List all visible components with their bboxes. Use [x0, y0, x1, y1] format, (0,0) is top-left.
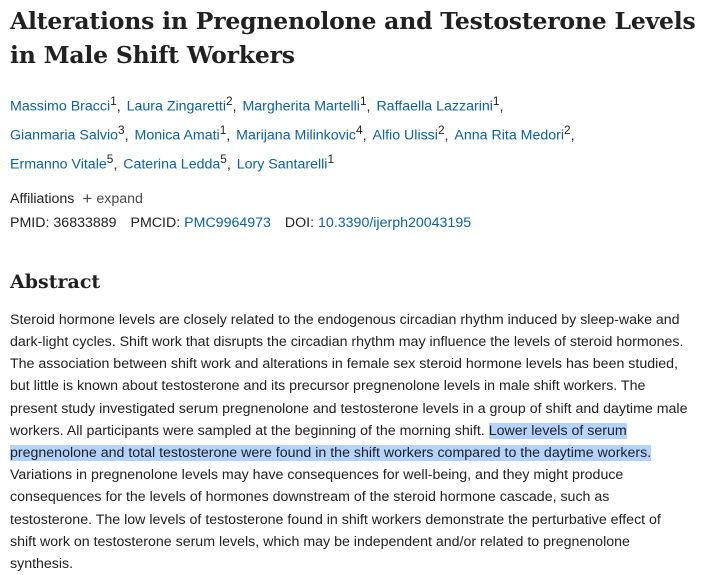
affiliation-number[interactable]: 2 — [225, 94, 233, 108]
author-separator: , — [113, 157, 122, 174]
affiliation-number[interactable]: 1 — [327, 152, 335, 167]
doi-label: DOI: — [284, 214, 315, 231]
author-link[interactable]: Margherita Martelli — [242, 98, 360, 115]
author-separator: , — [232, 98, 241, 115]
author-separator: , — [226, 127, 235, 144]
affiliation-number[interactable]: 1 — [110, 94, 117, 108]
abstract-text-after: Variations in pregnenolone levels may have consequences for well-being, and they might produce consequences for the levels of hormones downstream of the steroid hormone cascade, such as testosterone. The low levels of testosterone found in shift workers demonstrate the perturbative effect of shift work on testosterone serum levels, which may be independent and/or related to pregnenolone synthesis. — [10, 467, 661, 572]
abstract-text — [10, 309, 688, 575]
pmid-label: PMID: — [10, 214, 50, 231]
abstract-text-before: Steroid hormone levels are closely related to the endogenous circadian rhythm induced by sleep-wake and dark-light cycles. Shift work that disrupts the circadian rhythm may influence the levels of steroid hormones. The association between shift work and alterations in female sex steroid hormone levels has been studied, but little is known about testosterone and its precursor pregnenolone levels in male shift workers. The present study investigated serum pregnenolone and testosterone levels in a group of shift and daytime male workers. All participants were sampled at the beginning of the morning shift. — [10, 311, 688, 439]
author-link[interactable]: Massimo Bracci — [10, 98, 111, 115]
author-link[interactable]: Laura Zingaretti — [126, 98, 226, 115]
abstract-heading: Abstract — [10, 270, 101, 293]
pmid-value: 36833889 — [53, 214, 117, 231]
affiliations-label: Affiliations — [10, 190, 75, 207]
author-link[interactable]: Ermanno Vitale — [10, 157, 107, 174]
author-link[interactable]: Anna Rita Medori — [454, 127, 565, 144]
author-separator: , — [116, 98, 125, 115]
affiliation-number[interactable]: 3 — [118, 123, 125, 138]
affiliation-number[interactable]: 2 — [564, 123, 571, 138]
affiliation-number[interactable]: 2 — [437, 123, 445, 138]
affiliations-row — [10, 188, 700, 210]
author-separator: , — [499, 98, 504, 115]
author-link[interactable]: Lory Santarelli — [236, 157, 328, 174]
author-separator: , — [570, 127, 575, 144]
author-separator: , — [366, 98, 375, 115]
abstract-highlighted-text: Lower levels of serum pregnenolone and total testosterone were found in the shift workers compared to the daytime workers. — [10, 422, 652, 461]
affiliation-number[interactable]: 5 — [106, 152, 114, 167]
doi-link[interactable]: 10.3390/ijerph20043195 — [318, 214, 472, 231]
affiliation-number[interactable]: 5 — [220, 152, 227, 167]
expand-label: expand — [96, 190, 143, 207]
author-link[interactable]: Monica Amati — [134, 127, 220, 144]
affiliation-number[interactable]: 4 — [356, 123, 363, 138]
affiliation-number[interactable]: 1 — [492, 94, 500, 108]
author-list — [10, 90, 700, 178]
article-title: Alterations in Pregnenolone and Testosterone Levels in Male Shift Workers — [10, 7, 696, 69]
affiliation-number[interactable]: 1 — [359, 94, 367, 108]
author-separator: , — [362, 127, 371, 144]
pmcid-label: PMCID: — [130, 214, 181, 231]
author-link[interactable]: Raffaella Lazzarini — [376, 98, 493, 115]
author-separator: , — [226, 157, 235, 174]
identifiers-row — [10, 212, 700, 234]
author-link[interactable]: Alfio Ulissi — [372, 127, 438, 144]
author-link[interactable]: Caterina Ledda — [123, 157, 221, 174]
affiliation-number[interactable]: 1 — [219, 123, 227, 138]
author-link[interactable]: Gianmaria Salvio — [10, 127, 119, 144]
author-link[interactable]: Marijana Milinkovic — [236, 127, 357, 144]
affiliations-expand-button[interactable] — [82, 188, 142, 210]
pmcid-link[interactable]: PMC9964973 — [184, 214, 271, 231]
plus-icon: + — [82, 188, 93, 208]
article-header — [10, 0, 700, 575]
author-separator: , — [124, 127, 133, 144]
author-separator: , — [444, 127, 453, 144]
